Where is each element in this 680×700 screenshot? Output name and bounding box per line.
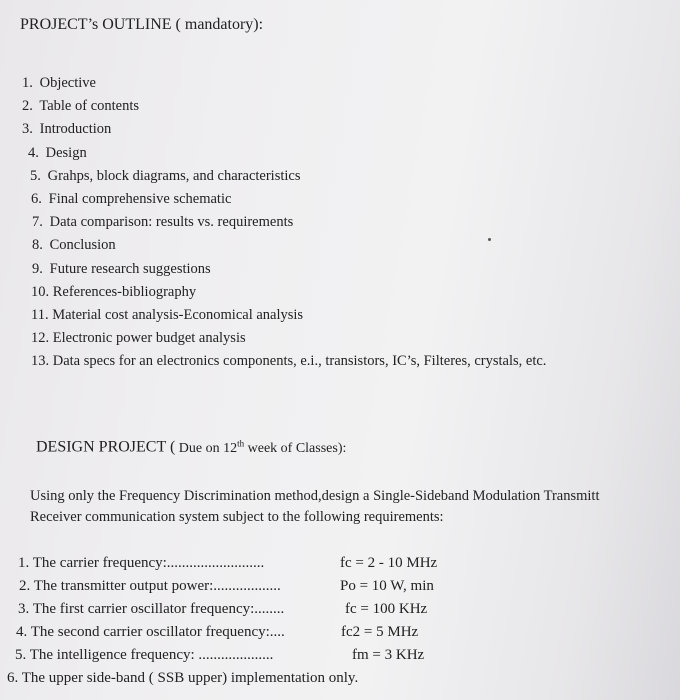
list-item: 1. Objective — [22, 75, 96, 91]
design-description: Using only the Frequency Discrimination method,design a Single-Sideband Modulation Transmitt Receiver communication system subject to the following requirements: — [30, 488, 600, 525]
list-item: 9. Future research suggestions — [32, 260, 211, 277]
outline-list — [22, 72, 546, 374]
list-item: 7. Data comparison: results vs. requirements — [32, 214, 294, 231]
document-page: PROJECT’s OUTLINE ( mandatory): 1. Objective 2. Table of contents 3. Introduction 4. Design 5. Grahps, block diagrams, and characteristics 6. Final comprehensive schematic 7. Data comparison: results vs. requirements 8. Conclusion 9. Future research suggestions 10. References-bibliography 11. Material cost analysis-Economical analysis 12. Electronic power budget analysis 13. Data specs for an electronics components, e.i., transistors, IC’s, Filteres, crystals, etc. DESIGN PROJECT ( Due on 12th week of Classes): Using only the Frequency Discrimination method,design a Single-Sideband Modulation Transmitt Receiver communication system subject to the following requirements: 1. The carrier frequency:.......................... fc = 2 - 10 MHz 2. The transmitter output power:.................. Po = 10 W, min 3. The first carrier oscillator frequency:........ fc = 100 KHz 4. The second carrier oscillator frequency:.... fc2 = 5 MHz 5. The intelligence frequency: .................... fm = 3 KHz 6. The upper side-band ( SSB upper) implementation only. — [0, 0, 680, 700]
list-item: 6. Final comprehensive schematic — [31, 191, 232, 208]
list-item: 10. References-bibliography — [31, 283, 197, 300]
list-item: 5. Grahps, block diagrams, and characteristics — [30, 167, 301, 184]
stray-mark — [488, 238, 491, 241]
design-project-heading: DESIGN PROJECT ( Due on 12th week of Classes): — [36, 438, 347, 456]
list-item: 8. Conclusion — [32, 237, 116, 254]
list-item: 4. Design — [28, 144, 87, 161]
list-item: 11. Material cost analysis-Economical analysis — [31, 307, 304, 324]
list-item: 2. Table of contents — [22, 98, 140, 115]
outline-title: PROJECT’s OUTLINE ( mandatory): — [20, 16, 264, 33]
list-item: 12. Electronic power budget analysis — [31, 330, 246, 347]
list-item: 13. Data specs for an electronics components, e.i., transistors, IC’s, Filteres, crystals, etc. — [31, 353, 547, 370]
list-item: 3. Introduction — [22, 121, 112, 138]
